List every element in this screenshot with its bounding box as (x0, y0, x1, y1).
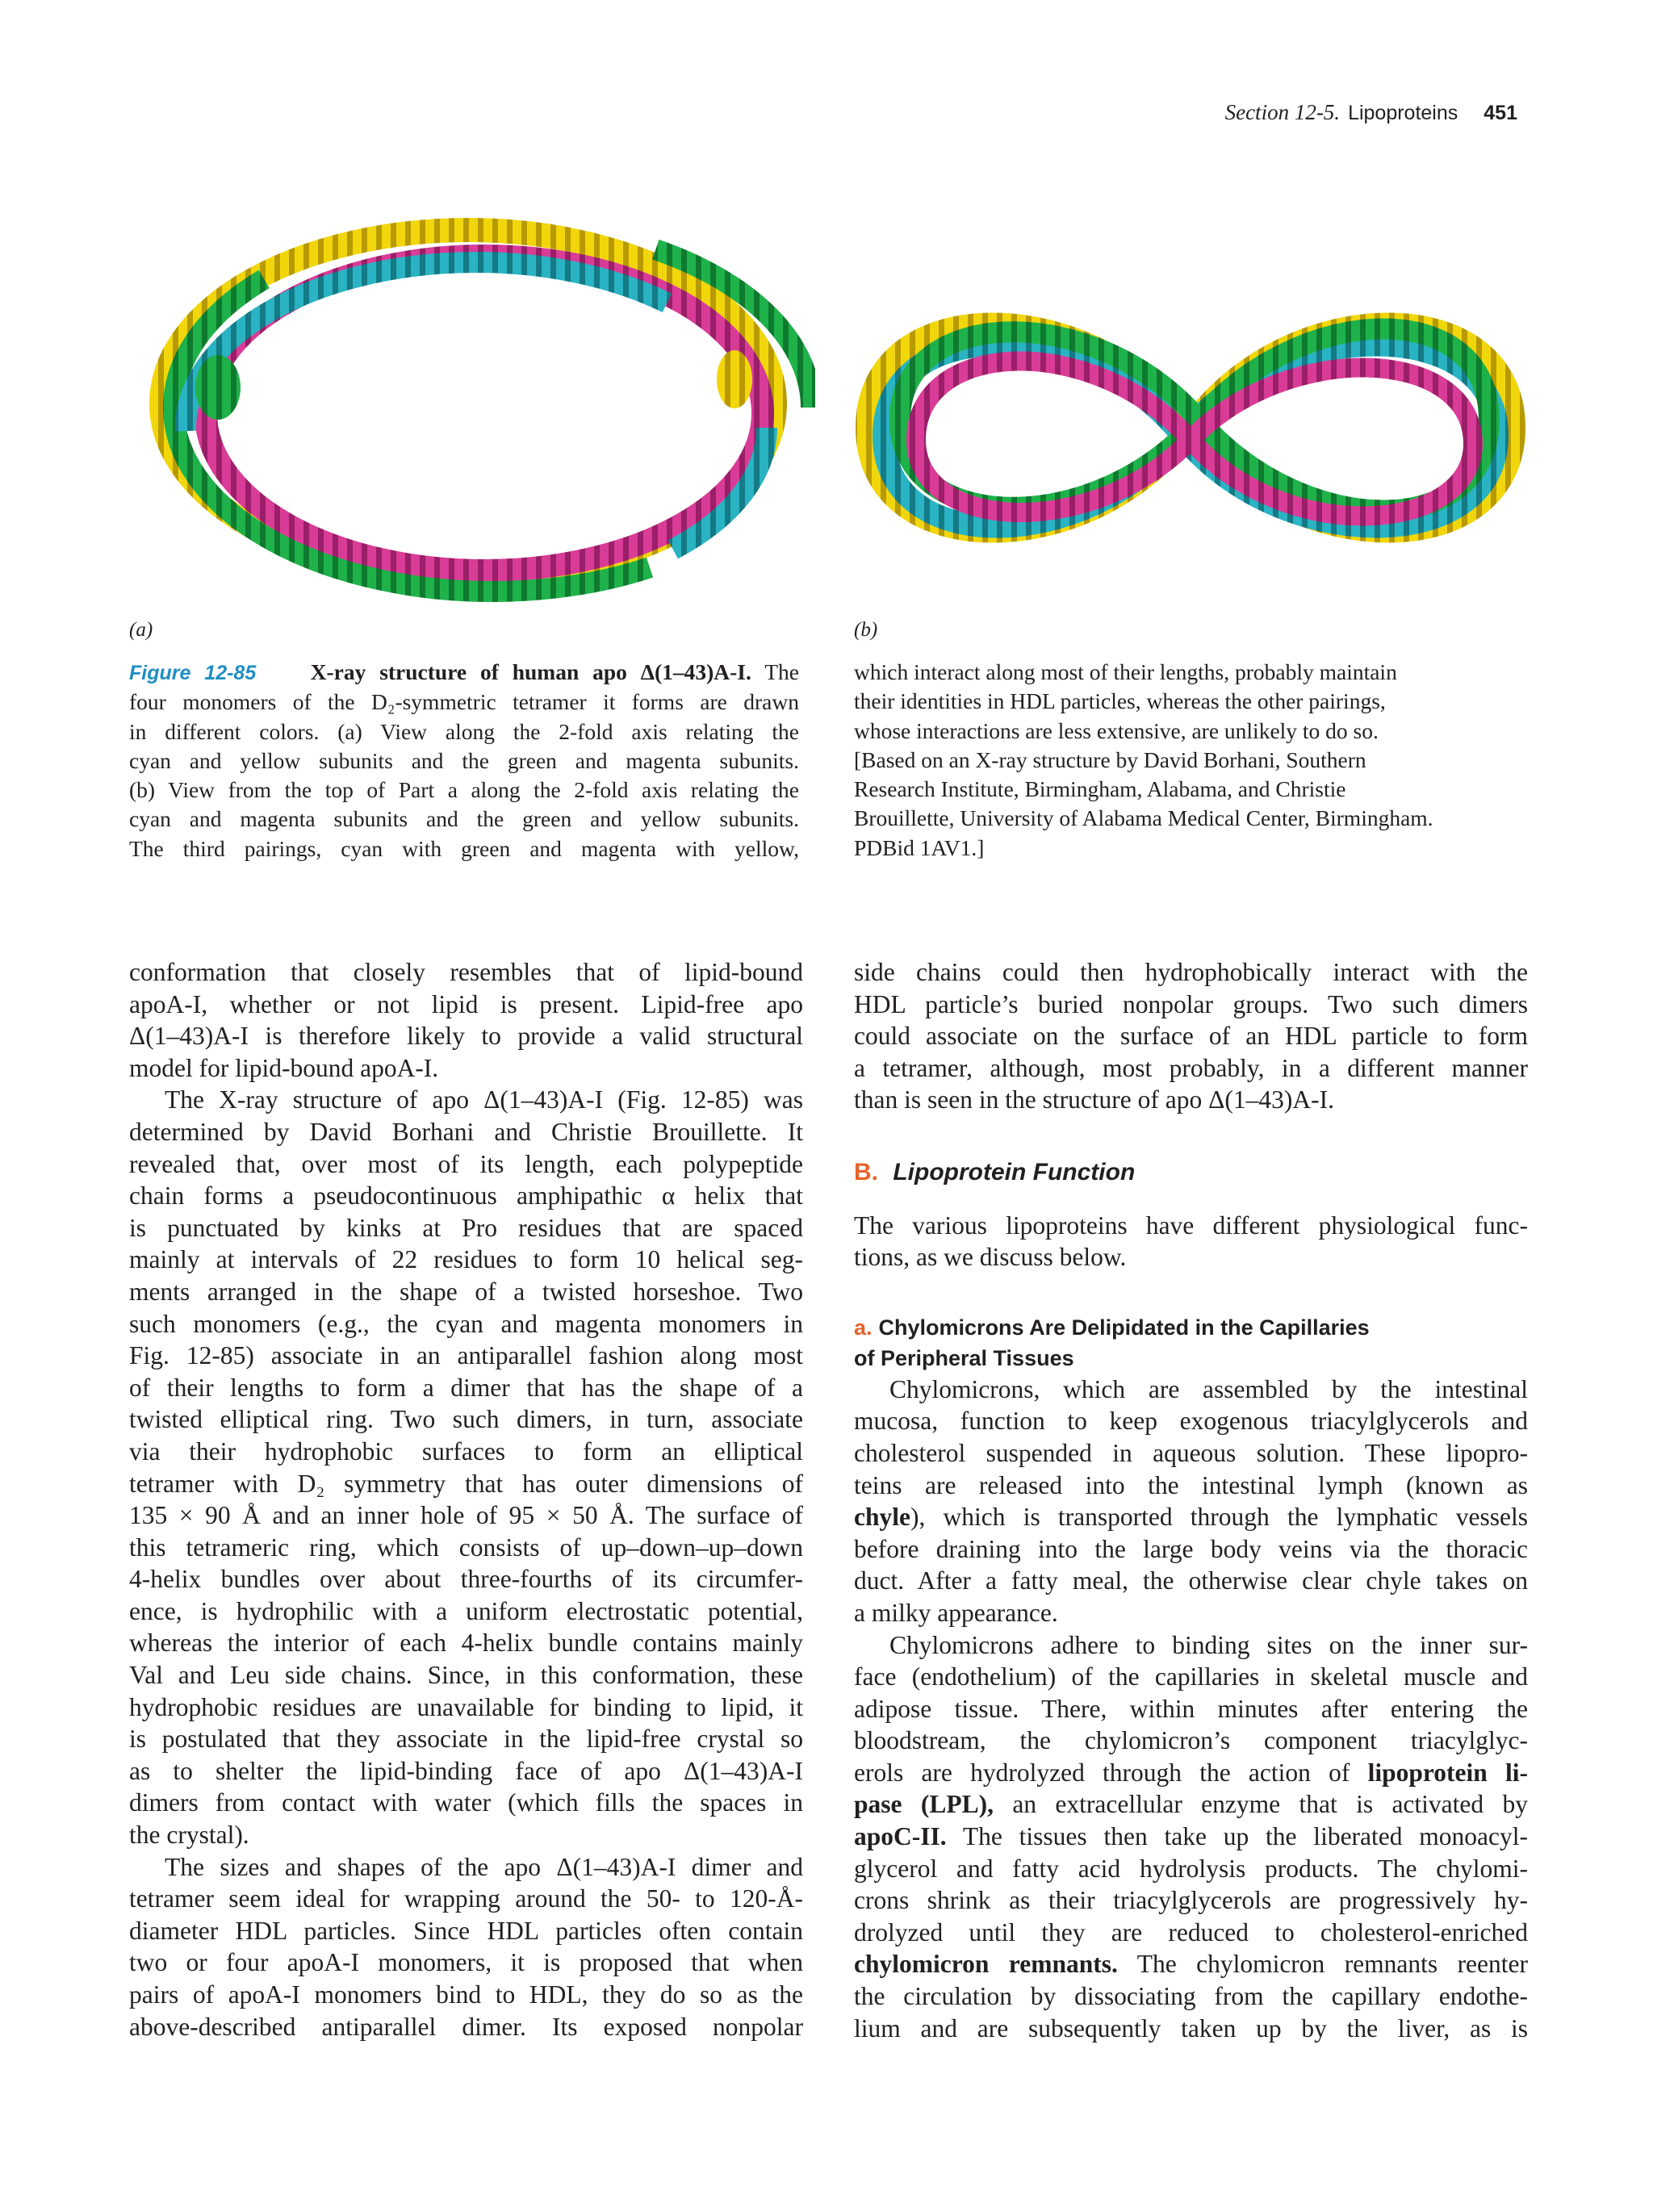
body-column-left (129, 956, 803, 2043)
text-line: of their lengths to form a dimer that has the shape of a (129, 1373, 803, 1402)
text-line: crons shrink as their triacylglycerols are progressively hy- (854, 1886, 1528, 1915)
figure-caption-right (854, 658, 1524, 863)
text-line: cholesterol suspended in aqueous solution. These lipopro- (854, 1438, 1528, 1467)
text-line: twisted elliptical ring. Two such dimers, in turn, associate (129, 1405, 803, 1434)
text-line: HDL particle’s buried nonpolar groups. Two such dimers (854, 989, 1528, 1018)
figure-caption-left (129, 658, 799, 863)
text-line: Fig. 12-85) associate in an antiparallel fashion along most (129, 1341, 803, 1370)
text-line: ence, is hydrophilic with a uniform electrostatic potential, (129, 1596, 803, 1625)
caption-line: which interact along most of their lengths, probably maintain (854, 659, 1397, 684)
text-line: a tetramer, although, most probably, in a different manner (854, 1053, 1528, 1082)
text-line: Chylomicrons adhere to binding sites on the inner sur- (889, 1630, 1528, 1659)
text-line: chain forms a pseudocontinuous amphipathic α helix that (129, 1181, 803, 1211)
text-line: The sizes and shapes of the apo Δ(1–43)A-I dimer and (165, 1852, 803, 1881)
text-line: two or four apoA-I monomers, it is proposed that when (129, 1948, 803, 1977)
bold-term: pase (LPL), (854, 1790, 994, 1819)
bold-term: chyle (854, 1503, 910, 1532)
section-letter: B. (854, 1158, 878, 1185)
panel-a-label: (a) (129, 619, 153, 641)
caption-line: Research Institute, Birmingham, Alabama, and Christie (854, 776, 1346, 802)
page-number: 451 (1484, 102, 1517, 124)
section-heading (854, 1156, 1528, 1189)
caption-line: in different colors. (a) View along the 2-fold axis relating the (129, 718, 799, 744)
text-line: before draining into the large body veins via the thoracic (854, 1534, 1528, 1563)
text-line: tions, as we discuss below. (854, 1243, 1127, 1272)
panel-b-label: (b) (854, 619, 878, 641)
text-line: determined by David Borhani and Christie Brouillette. It (129, 1117, 803, 1146)
text-line: the crystal). (129, 1821, 249, 1850)
text-line: dimers from contact with water (which fills the spaces in (129, 1788, 803, 1817)
text-line: above-described antiparallel dimer. Its exposed nonpolar (129, 2012, 803, 2041)
bold-term: lipoprotein li- (1367, 1758, 1528, 1787)
text-line: tetramer seem ideal for wrapping around the 50- to 120-Å- (129, 1884, 803, 1913)
text-line: lium and are subsequently taken up by the liver, as is (854, 2013, 1528, 2043)
caption-line: four monomers of the D₂-symmetric tetramer it forms are drawn (129, 689, 799, 715)
text-line: Chylomicrons, which are assembled by the intestinal (889, 1374, 1528, 1403)
text-line: adipose tissue. There, within minutes after entering the (854, 1694, 1528, 1723)
caption-line: The third pairings, cyan with green and magenta with yellow, (129, 835, 799, 861)
text-line: apoA-I, whether or not lipid is present. Lipid-free apo (129, 989, 803, 1018)
text-line: hydrophobic residues are unavailable for binding to lipid, it (129, 1692, 803, 1721)
text-line: the circulation by dissociating from the capillary endothe- (854, 1982, 1528, 2011)
text-line: is punctuated by kinks at Pro residues that are spaced (129, 1213, 803, 1242)
figure-label: Figure 12-85 (129, 662, 257, 684)
text-line: mainly at intervals of 22 residues to form 10 helical seg- (129, 1245, 803, 1274)
text-line: Δ(1–43)A-I is therefore likely to provide a valid structural (129, 1022, 803, 1051)
caption-line: cyan and magenta subunits and the green and yellow subunits. (129, 806, 799, 832)
caption-line (129, 658, 799, 688)
caption-text: The (764, 659, 800, 684)
header-title: Lipoproteins (1348, 102, 1458, 124)
body-column-right (854, 956, 1528, 2044)
header-section: Section 12-5. (1224, 100, 1341, 124)
figure-panel-a-image (129, 186, 815, 613)
text-line: Val and Leu side chains. Since, in this conformation, these (129, 1661, 803, 1690)
text-line: ments arranged in the shape of a twisted horseshoe. Two (129, 1277, 803, 1306)
text-line: glycerol and fatty acid hydrolysis products. The chylomi- (854, 1854, 1528, 1883)
text-line: apoC-II. The tissues then take up the liberated monoacyl- (854, 1822, 1528, 1851)
text-line: erols are hydrolyzed through the action of lipoprotein li- (854, 1758, 1528, 1787)
text-line: mucosa, function to keep exogenous triacylglycerols and (854, 1407, 1528, 1436)
caption-line: cyan and yellow subunits and the green and magenta subunits. (129, 747, 799, 773)
caption-line: (b) View from the top of Part a along the 2-fold axis relating the (129, 777, 799, 803)
text-line: whereas the interior of each 4-helix bundle contains mainly (129, 1629, 803, 1658)
text-line: duct. After a fatty meal, the otherwise clear chyle takes on (854, 1566, 1528, 1595)
text-line: pase (LPL), an extracellular enzyme that is activated by (854, 1790, 1528, 1819)
subsection-letter: a. (854, 1315, 873, 1340)
text-line: via their hydrophobic surfaces to form an elliptical (129, 1436, 803, 1466)
text-line: pairs of apoA-I monomers bind to HDL, they do so as the (129, 1980, 803, 2009)
subsection-heading (854, 1312, 1528, 1374)
text-line: conformation that closely resembles that of lipid-bound (129, 958, 803, 986)
text-line: diameter HDL particles. Since HDL particles often contain (129, 1916, 803, 1945)
figure-title: X-ray structure of human apo Δ(1–43)A-I. (310, 659, 751, 684)
subsection-title-line2: of Peripheral Tissues (854, 1345, 1074, 1370)
text-line: face (endothelium) of the capillaries in skeletal muscle and (854, 1662, 1528, 1691)
text-line: revealed that, over most of its length, each polypeptide (129, 1149, 803, 1178)
text-line: The X-ray structure of apo Δ(1–43)A-I (Fig. 12-85) was (165, 1085, 803, 1114)
protein-ring-structure-a (129, 186, 815, 613)
text-line: 135 × 90 Å and an inner hole of 95 × 50 Å. The surface of (129, 1501, 803, 1530)
figure-panel-b-image (852, 266, 1530, 589)
text-line: tetramer with D₂ symmetry that has outer dimensions of (129, 1469, 803, 1498)
bold-term: apoC-II. (854, 1822, 947, 1851)
text-line: such monomers (e.g., the cyan and magenta monomers in (129, 1309, 803, 1338)
text-line: as to shelter the lipid-binding face of apo Δ(1–43)A-I (129, 1756, 803, 1785)
text-line: The various lipoproteins have different physiological func- (854, 1211, 1528, 1240)
text-line: is postulated that they associate in the lipid-free crystal so (129, 1725, 803, 1754)
caption-line: [Based on an X-ray structure by David Borhani, Southern (854, 746, 1366, 772)
text-line: than is seen in the structure of apo Δ(1–43)A-I. (854, 1085, 1334, 1114)
text-line: bloodstream, the chylomicron’s component triacylglyc- (854, 1726, 1528, 1755)
subsection-title-line1: Chylomicrons Are Delipidated in the Capillaries (878, 1315, 1370, 1340)
caption-line: whose interactions are less extensive, are unlikely to do so. (854, 717, 1379, 743)
text-line: drolyzed until they are reduced to cholesterol-enriched (854, 1917, 1528, 1946)
text-line: side chains could then hydrophobically interact with the (854, 958, 1528, 986)
text-line: teins are released into the intestinal lymph (known as (854, 1470, 1528, 1499)
text-line: chyle), which is transported through the lymphatic vessels (854, 1503, 1528, 1532)
text-line: a milky appearance. (854, 1598, 1058, 1627)
section-title: Lipoprotein Function (893, 1158, 1136, 1185)
text-line: could associate on the surface of an HDL particle to form (854, 1022, 1528, 1051)
text-line: this tetrameric ring, which consists of up–down–up–down (129, 1533, 803, 1562)
caption-line: PDBid 1AV1.] (854, 834, 985, 860)
text-line: model for lipid-bound apoA-I. (129, 1053, 439, 1082)
text-line: chylomicron remnants. The chylomicron remnants reenter (854, 1950, 1528, 1979)
caption-line: their identities in HDL particles, whereas the other pairings, (854, 688, 1386, 714)
protein-ring-structure-b (852, 266, 1530, 589)
caption-line: Brouillette, University of Alabama Medical Center, Birmingham. (854, 805, 1433, 831)
running-header (1225, 100, 1517, 125)
text-line: 4-helix bundles over about three-fourths of its circumfer- (129, 1565, 803, 1594)
bold-term: chylomicron remnants. (854, 1950, 1118, 1979)
